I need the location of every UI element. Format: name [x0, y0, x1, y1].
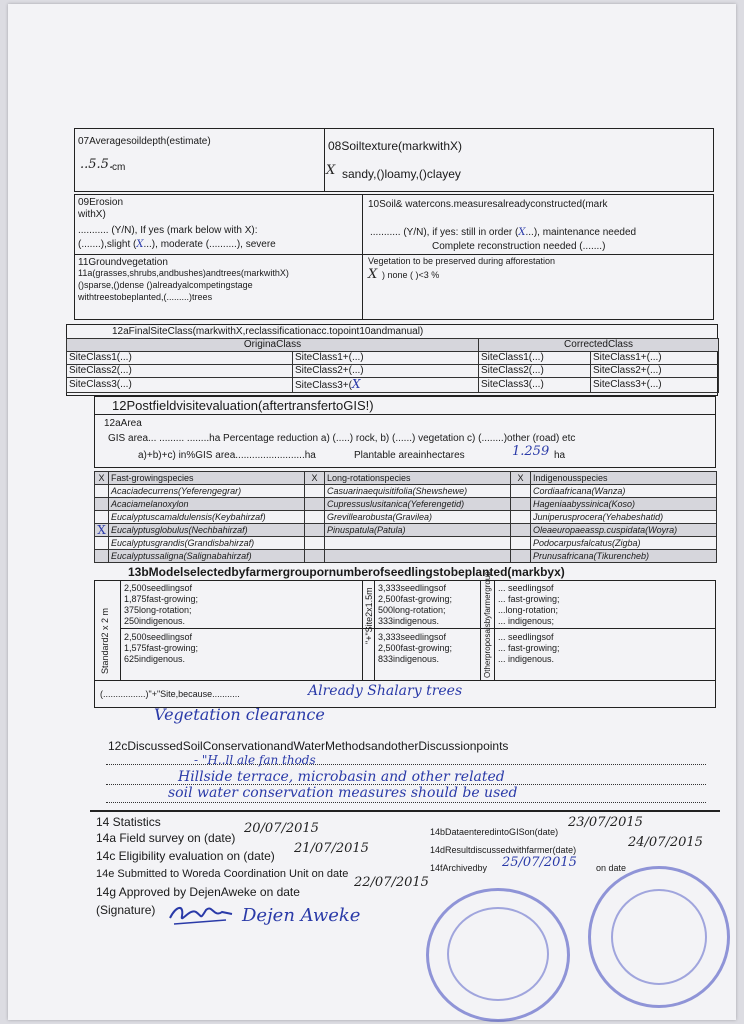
- site-class-mark: X: [351, 377, 361, 391]
- species-name: Grevillearobusta(Gravilea): [325, 511, 511, 524]
- plantable-area-label: Plantable areainhectares: [354, 450, 465, 461]
- signature-name: Dejen Aweke: [242, 905, 361, 926]
- divider: [362, 194, 363, 320]
- table-row: [67, 365, 719, 378]
- veg-preserve-label: Vegetation to be preserved during afforestation: [368, 256, 555, 266]
- species-mark: [511, 524, 531, 537]
- office-stamp-left: [426, 888, 570, 1022]
- species-mark: [511, 498, 531, 511]
- species-mark: X: [95, 524, 109, 537]
- eligibility-value: 21/07/2015: [294, 841, 369, 856]
- gis-area-line: GIS area... ......... ........ha Percentage reduction a) (.....) rock, b) (......) vegetation c) (........)other (road) etc: [108, 433, 576, 444]
- model-selected-title: 13bModelselectedbyfarmergroupornumberofseedlingstobeplanted(markbyx): [128, 565, 565, 579]
- species-mark: [95, 550, 109, 563]
- signature-label: (Signature): [96, 903, 156, 917]
- divider: [120, 580, 121, 680]
- species-name: Prunusafricana(Tikurencheb): [531, 550, 717, 563]
- species-name: Juniperusprocera(Yehabeshatid): [531, 511, 717, 524]
- field-survey-value: 20/07/2015: [244, 821, 319, 836]
- plantable-area-value: 1.259: [512, 444, 550, 459]
- fast-growing-header: Fast-growingspecies: [109, 472, 305, 485]
- model-other-b: [498, 632, 560, 665]
- divider: [324, 128, 325, 192]
- divider: [94, 680, 716, 681]
- species-mark: [305, 511, 325, 524]
- erosion-line3: ........... (Y/N), If yes (mark below with X):: [78, 225, 258, 236]
- ground-veg-line3: ()sparse,()dense ()alreadyalcompetingstage: [78, 280, 253, 290]
- model-standard-a: [124, 583, 198, 627]
- species-name: Oleaeuropaeassp.cuspidata(Woyra): [531, 524, 717, 537]
- ground-veg-label: 11Groundvegetation: [78, 257, 168, 268]
- model-line: 2,500fast-growing;: [378, 594, 453, 604]
- table-row: [95, 485, 717, 498]
- discussed-hand1: - "H..ll ale fan thods: [194, 753, 316, 767]
- standard-model-label: Standard2 x 2 m: [100, 607, 110, 674]
- model-site-plus-b: [378, 632, 452, 665]
- site-class-cell: SiteClass3+(...): [591, 378, 719, 393]
- indigenous-header: Indigenousspecies: [531, 472, 717, 485]
- species-name: [325, 550, 511, 563]
- gis-area-line2: a)+b)+c) in%GIS area.........................ha: [138, 450, 316, 461]
- species-name: Eucalyptussaligna(Salignabahirzaf): [109, 550, 305, 563]
- site-class-cell: SiteClass2+(...): [293, 365, 479, 378]
- species-name: Casuarinaequisitifolia(Shewshewe): [325, 485, 511, 498]
- result-discussed-value: 24/07/2015: [628, 835, 703, 850]
- erosion-label: 09Erosion: [78, 197, 124, 208]
- site-class-text: SiteClass3+(: [295, 380, 352, 391]
- erosion-slight: (.......),slight (: [78, 239, 137, 250]
- species-name: Acaciamelanoxylon: [109, 498, 305, 511]
- archived-on-date: on date: [596, 863, 627, 873]
- species-name: Acaciadecurrens(Yeferengegrar): [109, 485, 305, 498]
- model-line: ... indigenous;: [498, 616, 555, 626]
- site-class-cell: SiteClass2(...): [479, 365, 591, 378]
- model-line: 1,575fast-growing;: [124, 643, 199, 653]
- table-row: [95, 524, 717, 537]
- table-row: [95, 498, 717, 511]
- soil-depth-label: 07Averagesoildepth(estimate): [78, 136, 211, 147]
- post-field-title: 12Postfieldvisitevaluation(aftertransfertoGIS!): [112, 398, 374, 413]
- erosion-line2: withX): [78, 209, 106, 220]
- species-mark: [511, 550, 531, 563]
- site-class-cell: SiteClass3(...): [67, 378, 293, 393]
- swc-order: ........... (Y/N), if yes: still in order (: [370, 227, 519, 238]
- long-rotation-header: Long-rotationspecies: [325, 472, 511, 485]
- soil-texture-options: sandy,()loamy,()clayey: [342, 167, 461, 181]
- species-mark: [511, 511, 531, 524]
- table-row: [67, 352, 719, 365]
- field-survey-label: 14a Field survey on (date): [96, 831, 236, 845]
- species-name: Eucalyptusgrandis(Grandisbahirzaf): [109, 537, 305, 550]
- site-class-cell: SiteClass2+(...): [591, 365, 719, 378]
- discussed-hand3: soil water conservation measures should be used: [168, 785, 518, 801]
- table-row: [95, 511, 717, 524]
- statistics-title: 14 Statistics: [96, 815, 161, 829]
- header-mark: X: [511, 472, 531, 485]
- divider: [374, 580, 375, 680]
- site-because-hand2: Vegetation clearance: [154, 705, 325, 724]
- erosion-mark: X: [136, 239, 144, 250]
- soil-texture-label: 08Soiltexture(markwithX): [328, 139, 463, 153]
- erosion-rest: ...), moderate (..........), severe: [143, 239, 276, 250]
- original-class-header: OriginaClass: [67, 339, 479, 352]
- species-mark: [305, 524, 325, 537]
- site-class-table: [66, 338, 719, 393]
- table-row: [95, 550, 717, 563]
- model-other-a: [498, 583, 560, 627]
- dotted-line: [106, 802, 706, 803]
- model-line: 2,500seedlingsof: [124, 583, 193, 593]
- species-name: Podocarpusfalcatus(Zigba): [531, 537, 717, 550]
- model-line: 625indigenous.: [124, 654, 186, 664]
- area-label: 12aArea: [104, 418, 142, 429]
- divider: [362, 580, 363, 680]
- dotted-line: [106, 764, 706, 765]
- model-line: 2,500fast-growing;: [378, 643, 453, 653]
- species-mark: [305, 485, 325, 498]
- divider: [494, 580, 495, 680]
- office-stamp-right: [588, 863, 730, 1008]
- species-name: Hageniaabyssinica(Koso): [531, 498, 717, 511]
- divider: [480, 580, 481, 680]
- soil-depth-value: ..5.5.: [80, 157, 114, 172]
- eligibility-label: 14c Eligibility evaluation on (date): [96, 849, 275, 863]
- final-site-class-title: 12aFinalSiteClass(markwithX,reclassificationacc.topoint10andmanual): [112, 326, 424, 337]
- species-mark: [511, 485, 531, 498]
- species-mark: [95, 498, 109, 511]
- divider: [74, 254, 714, 255]
- species-mark: [95, 511, 109, 524]
- swc-rest: ...), maintenance needed: [525, 227, 637, 238]
- corrected-class-header: CorrectedClass: [479, 339, 719, 352]
- soil-depth-unit: cm: [112, 162, 126, 173]
- header-mark: X: [305, 472, 325, 485]
- table-row: [95, 537, 717, 550]
- archived-value: 25/07/2015: [502, 855, 577, 870]
- other-proposals-label: Otherproposalsbyfarmergroup: [483, 571, 492, 678]
- approved-label: 14g Approved by DejenAweke on date: [96, 885, 300, 899]
- model-line: 3,333seedlingsof: [378, 583, 447, 593]
- species-mark: [95, 485, 109, 498]
- approved-value: 22/07/2015: [354, 875, 429, 890]
- model-standard-b: [124, 632, 198, 665]
- swc-line3: Complete reconstruction needed (.......): [432, 241, 606, 252]
- erosion-line4: [78, 239, 276, 250]
- model-line: 250indigenous.: [124, 616, 186, 626]
- species-name: Cordiaafricana(Wanza): [531, 485, 717, 498]
- site-class-cell: SiteClass1+(...): [591, 352, 719, 365]
- model-line: 1,875fast-growing;: [124, 594, 199, 604]
- table-row: [67, 378, 719, 393]
- model-line: ... fast-growing;: [498, 594, 560, 604]
- result-discussed-label: 14dResultdiscussedwithfarmer(date): [430, 845, 577, 855]
- model-line: ...long-rotation;: [498, 605, 559, 615]
- swc-label: 10Soil& watercons.measuresalreadyconstructed(mark: [368, 199, 608, 210]
- species-header-row: [95, 472, 717, 485]
- site-plus-model-label: "+"Site2x1.5m: [364, 587, 374, 644]
- signature-scribble: [166, 900, 236, 930]
- site-class-cell-marked: [293, 378, 479, 393]
- site-class-cell: SiteClass3(...): [479, 378, 591, 393]
- site-class-cell: SiteClass1(...): [479, 352, 591, 365]
- ground-veg-line4: withtreestobeplanted,(.........)trees: [78, 292, 213, 302]
- species-mark: [511, 537, 531, 550]
- model-site-plus-a: [378, 583, 452, 627]
- site-because-hand1: Already Shalary trees: [308, 683, 463, 699]
- species-name: [325, 537, 511, 550]
- form-page: [8, 4, 736, 1020]
- submitted-label: 14e Submitted to Woreda Coordination Unit on date: [96, 868, 349, 880]
- species-name: Eucalyptusglobulus(Nechbahirzaf): [109, 524, 305, 537]
- dotted-line: [106, 784, 706, 785]
- species-mark: [305, 498, 325, 511]
- soil-texture-mark: X: [326, 163, 336, 178]
- swc-line2: [370, 227, 636, 238]
- site-class-cell: SiteClass1(...): [67, 352, 293, 365]
- model-line: 333indigenous.: [378, 616, 440, 626]
- site-class-cell: SiteClass2(...): [67, 365, 293, 378]
- gis-entered-value: 23/07/2015: [568, 815, 643, 830]
- species-name: Cupressuslusitanica(Yeferengetid): [325, 498, 511, 511]
- swc-mark: X: [518, 227, 526, 238]
- model-line: 500long-rotation;: [378, 605, 446, 615]
- archived-label: 14fArchivedby: [430, 863, 488, 873]
- model-line: ... seedlingsof: [498, 583, 554, 593]
- plantable-area-unit: ha: [554, 450, 566, 461]
- divider: [120, 628, 716, 629]
- gis-entered-label: 14bDataenteredintoGISon(date): [430, 827, 559, 837]
- species-name: Pinuspatula(Patula): [325, 524, 511, 537]
- species-name: Eucalyptuscamaldulensis(Keybahirzaf): [109, 511, 305, 524]
- divider: [94, 414, 716, 415]
- veg-preserve-line2: ) none ( )<3 %: [382, 270, 440, 280]
- site-because-label: (.................)"+"Site,because...........: [100, 689, 240, 699]
- species-table: [94, 471, 717, 563]
- model-line: ... seedlingsof: [498, 632, 554, 642]
- header-mark: X: [95, 472, 109, 485]
- model-line: ... indigenous.: [498, 654, 555, 664]
- model-line: ... fast-growing;: [498, 643, 560, 653]
- model-line: 3,333seedlingsof: [378, 632, 447, 642]
- species-mark: [305, 550, 325, 563]
- site-class-cell: SiteClass1+(...): [293, 352, 479, 365]
- discussed-hand2: Hillside terrace, microbasin and other related: [178, 769, 505, 785]
- ground-veg-line2: 11a(grasses,shrubs,andbushes)andtrees(markwithX): [78, 268, 289, 278]
- divider: [90, 810, 720, 812]
- species-mark: [95, 537, 109, 550]
- model-line: 833indigenous.: [378, 654, 440, 664]
- species-mark: [305, 537, 325, 550]
- discussed-title: 12cDiscussedSoilConservationandWaterMethodsandotherDiscussionpoints: [108, 739, 509, 753]
- model-line: 375long-rotation;: [124, 605, 192, 615]
- veg-preserve-mark: X: [368, 267, 378, 282]
- model-line: 2,500seedlingsof: [124, 632, 193, 642]
